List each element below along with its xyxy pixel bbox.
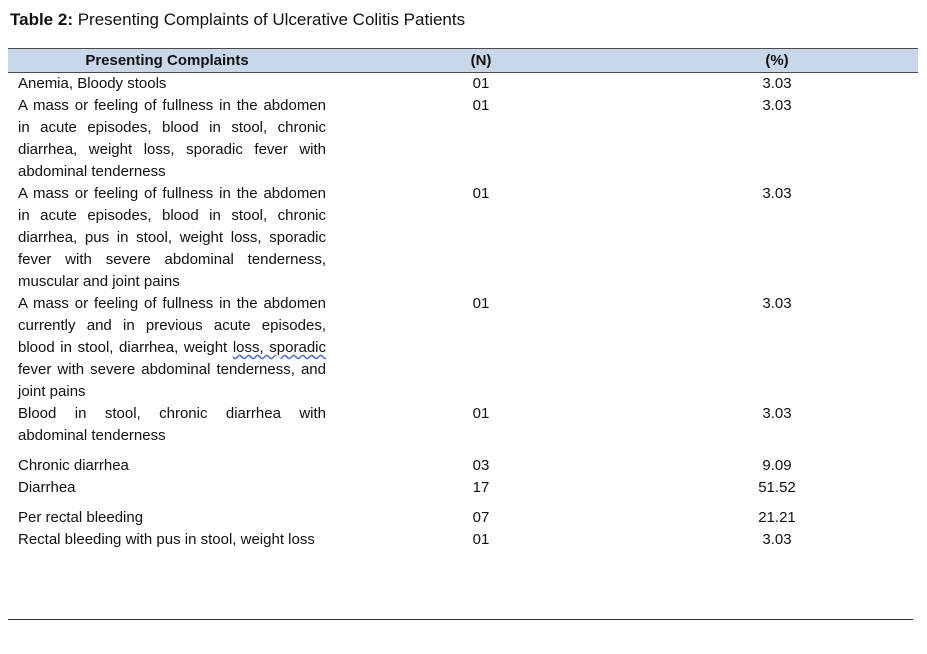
table-row: [8, 499, 918, 529]
count-cell: 07: [472, 509, 490, 526]
table-row: [8, 73, 918, 96]
complaint-cell: Per rectal bleeding: [18, 509, 144, 526]
count-cell: 01: [472, 405, 490, 422]
complaint-cell: A mass or feeling of fullness in the abdomen in acute episodes, blood in stool, chronic diarrhea, pus in stool, weight loss, sporadic fever with severe abdominal tenderness, muscular and joint pains: [18, 185, 326, 290]
complaint-cell: A mass or feeling of fullness in the abdomen in acute episodes, blood in stool, chronic diarrhea, weight loss, sporadic fever with abdominal tenderness: [18, 97, 326, 180]
spellcheck-underlined-text: loss, sporadic: [232, 339, 326, 356]
percent-cell: 3.03: [762, 405, 792, 422]
count-cell: 01: [472, 185, 490, 202]
table-row: [8, 95, 918, 183]
table-row: [8, 403, 918, 447]
table-row: [8, 183, 918, 293]
percent-cell: 3.03: [762, 75, 792, 92]
table-caption: [10, 10, 465, 30]
complaints-table: [8, 48, 918, 555]
table-row: [8, 293, 918, 403]
percent-cell: 3.03: [762, 295, 792, 312]
complaint-cell: Rectal bleeding with pus in stool, weight loss: [18, 531, 315, 548]
percent-cell: 3.03: [762, 531, 792, 548]
table-header-row: [8, 49, 918, 73]
header-percent: (%): [636, 49, 918, 73]
percent-cell: 3.03: [762, 185, 792, 202]
caption-label: Table 2:: [10, 10, 73, 29]
count-cell: 03: [472, 457, 490, 474]
percent-cell: 21.21: [758, 509, 796, 526]
count-cell: 17: [472, 479, 490, 496]
header-complaints: Presenting Complaints: [8, 49, 326, 73]
percent-cell: 9.09: [762, 457, 792, 474]
complaint-cell: Chronic diarrhea: [18, 457, 129, 474]
count-cell: 01: [472, 75, 490, 92]
complaint-text: fever with severe abdominal tenderness, and joint pains: [18, 361, 326, 400]
table-row: [8, 529, 918, 555]
table-row: [8, 447, 918, 477]
complaint-cell: [8, 293, 326, 403]
percent-cell: 3.03: [762, 97, 792, 114]
caption-title: Presenting Complaints of Ulcerative Colitis Patients: [77, 10, 466, 29]
complaint-cell: Diarrhea: [18, 479, 76, 496]
complaint-text: A mass or feeling of fullness in the abdomen currently and in previous acute episodes, blood in stool, diarrhea, weight: [18, 295, 326, 356]
count-cell: 01: [472, 295, 490, 312]
count-cell: 01: [472, 97, 490, 114]
table-row: [8, 477, 918, 499]
header-n: (N): [326, 49, 636, 73]
table-bottom-rule: [8, 619, 913, 620]
count-cell: 01: [472, 531, 490, 548]
complaint-cell: Blood in stool, chronic diarrhea with abdominal tenderness: [18, 405, 326, 444]
percent-cell: 51.52: [758, 479, 796, 496]
complaint-cell: Anemia, Bloody stools: [18, 75, 167, 92]
